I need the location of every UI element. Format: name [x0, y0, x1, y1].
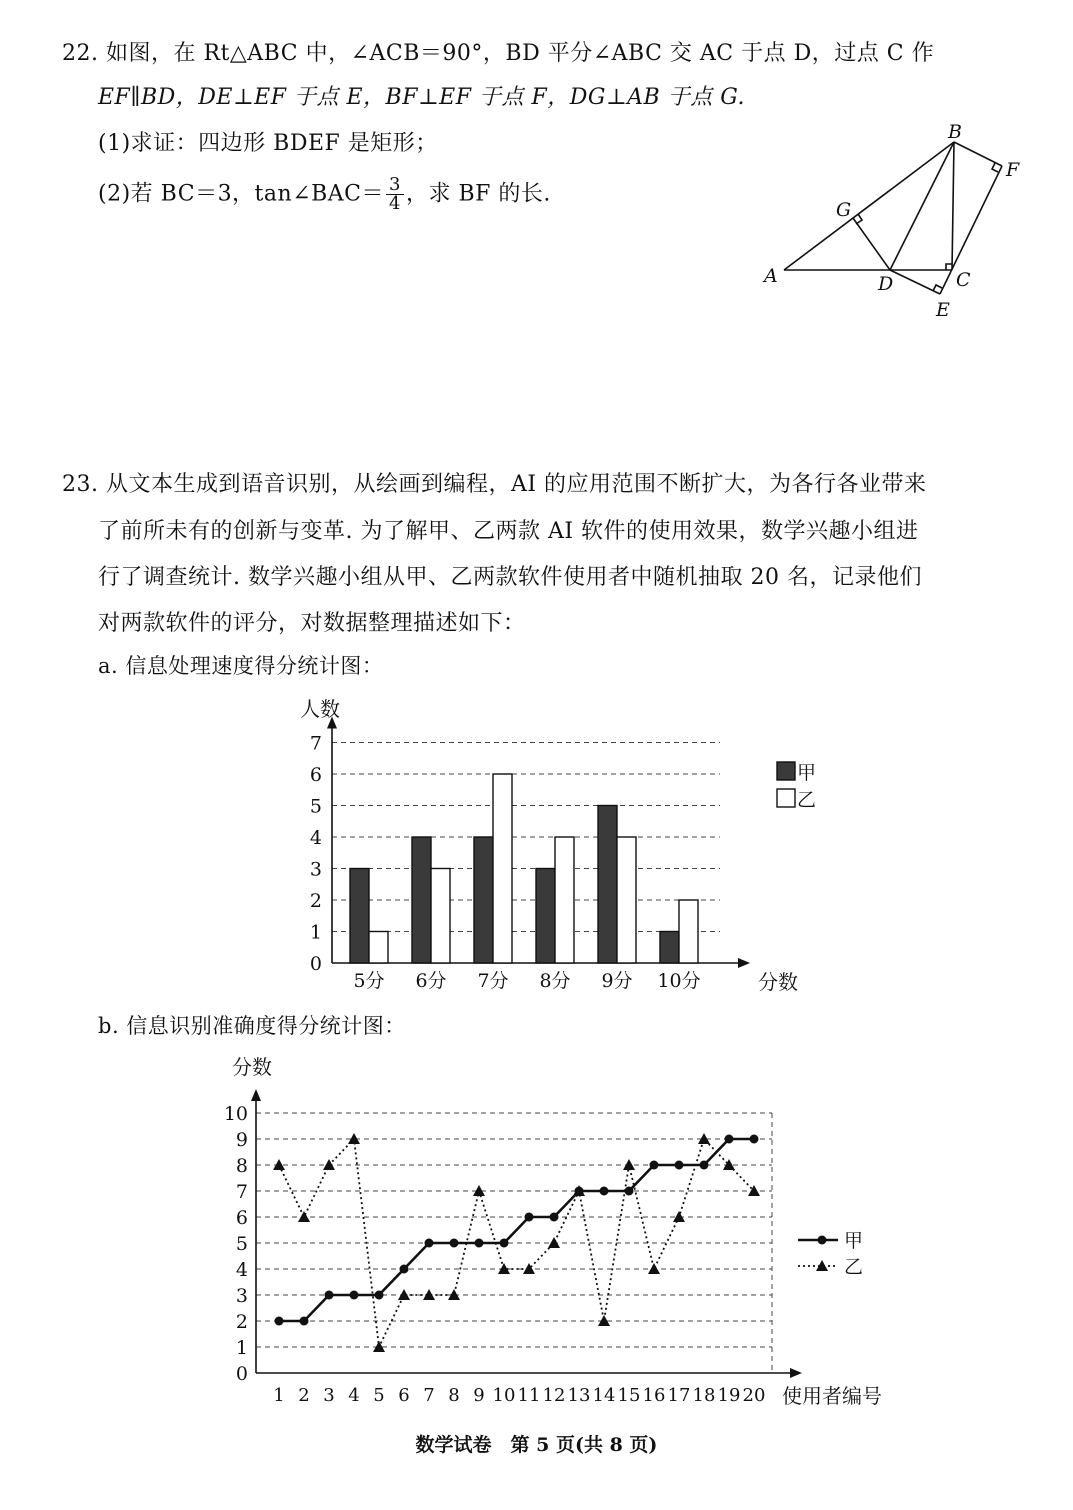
line-legend-yi-marker: [816, 1260, 828, 1271]
line-point-yi: [623, 1159, 635, 1170]
line-ytick-label: 6: [235, 1207, 248, 1229]
line-xtick-label: 19: [717, 1385, 741, 1406]
bar-xtick-label: 6分: [415, 970, 447, 992]
line-point-jia: [275, 1317, 284, 1326]
line-point-jia: [375, 1291, 384, 1300]
line-xtick-label: 5: [373, 1385, 385, 1406]
bar-xtick-label: 5分: [353, 970, 385, 992]
q22-part2-a: (2)若 BC＝3，tan∠BAC＝: [98, 181, 385, 207]
line-point-jia: [425, 1239, 434, 1248]
bar-xlabel: 分数: [758, 970, 798, 994]
bar-yi: [555, 837, 574, 963]
fig-label-E: E: [936, 299, 950, 321]
line-point-jia: [750, 1135, 759, 1144]
line-xtick-label: 18: [692, 1385, 716, 1406]
q22-fraction-den: 4: [389, 193, 401, 214]
line-ytick-label: 3: [235, 1285, 248, 1307]
bar-jia: [598, 806, 617, 964]
line-point-yi: [648, 1263, 660, 1274]
q23-line4: 对两款软件的评分，对数据整理描述如下：: [98, 611, 526, 636]
line-point-jia: [575, 1187, 584, 1196]
bar-legend-label: 甲: [797, 762, 817, 784]
bar-jia: [536, 869, 555, 964]
bar-xtick-label: 7分: [477, 970, 509, 992]
bar-ytick-label: 7: [309, 732, 322, 755]
line-point-jia: [625, 1187, 634, 1196]
line-xtick-label: 13: [567, 1385, 591, 1406]
bar-chart: [290, 690, 830, 1000]
line-ytick-label: 5: [235, 1233, 248, 1255]
line-ytick-label: 2: [235, 1311, 248, 1333]
line-xtick-label: 15: [617, 1385, 641, 1406]
line-point-jia: [725, 1135, 734, 1144]
bar-jia: [412, 837, 431, 963]
q22-figure: [750, 118, 1040, 328]
line-point-jia: [700, 1161, 709, 1170]
q23-line3: 行了调查统计. 数学兴趣小组从甲、乙两款软件使用者中随机抽取 20 名，记录他们: [98, 565, 922, 590]
line-xtick-label: 17: [667, 1385, 691, 1406]
bar-ytick-label: 3: [309, 858, 322, 881]
line-point-jia: [300, 1317, 309, 1326]
bar-jia: [474, 837, 493, 963]
line-point-yi: [298, 1211, 310, 1222]
q23-label-a: a. 信息处理速度得分统计图：: [98, 654, 384, 678]
q22-part1: (1)求证：四边形 BDEF 是矩形；: [98, 131, 438, 156]
line-point-jia: [325, 1291, 334, 1300]
line-point-yi: [398, 1289, 410, 1300]
fig-label-C: C: [956, 269, 971, 291]
line-chart: [220, 1050, 910, 1410]
q22-part2: [98, 176, 551, 213]
q23-label-b: b. 信息识别准确度得分统计图：: [98, 1014, 406, 1038]
line-point-jia: [650, 1161, 659, 1170]
line-xtick-label: 11: [517, 1385, 541, 1406]
bar-ylabel: 人数: [300, 697, 340, 721]
fig-label-D: D: [878, 273, 894, 295]
line-ytick-label: 8: [235, 1155, 248, 1177]
bar-ytick-label: 0: [309, 953, 322, 975]
line-point-jia: [600, 1187, 609, 1196]
fig-label-G: G: [836, 199, 852, 221]
line-xtick-label: 8: [448, 1385, 460, 1406]
line-xtick-label: 2: [298, 1385, 310, 1406]
line-point-jia: [475, 1239, 484, 1248]
bar-ytick-label: 4: [309, 827, 322, 849]
line-xtick-label: 1: [273, 1385, 285, 1406]
bar-yi: [679, 900, 698, 963]
bar-xtick-label: 10分: [657, 970, 701, 992]
bar-jia: [660, 932, 679, 964]
page-footer: 数学试卷 第 5 页(共 8 页): [415, 1434, 658, 1456]
line-point-jia: [450, 1239, 459, 1248]
line-point-yi: [748, 1185, 760, 1196]
bar-legend-swatch: [777, 762, 795, 780]
line-xtick-label: 7: [423, 1385, 435, 1406]
bar-yi: [493, 774, 512, 963]
line-xtick-label: 3: [323, 1385, 335, 1406]
line-y-axis-arrow: [251, 1089, 261, 1101]
q22-line2: EF∥BD，DE⊥EF 于点 E，BF⊥EF 于点 F，DG⊥AB 于点 G.: [98, 85, 745, 110]
line-legend-jia-label: 甲: [844, 1230, 864, 1252]
line-xtick-label: 6: [398, 1385, 410, 1406]
q23-line1: 23. 从文本生成到语音识别，从绘画到编程，AI 的应用范围不断扩大，为各行各业带来: [62, 472, 927, 497]
line-point-yi: [423, 1289, 435, 1300]
line-point-jia: [400, 1265, 409, 1274]
q22-fraction: [386, 176, 404, 213]
line-point-jia: [550, 1213, 559, 1222]
line-ytick-label: 7: [235, 1181, 248, 1203]
line-xtick-label: 20: [742, 1385, 766, 1406]
line-legend-jia-marker: [818, 1236, 827, 1245]
q22-line1: 22. 如图，在 Rt△ABC 中，∠ACB＝90°，BD 平分∠ABC 交 AC 于点 D，过点 C 作: [62, 41, 935, 66]
bar-legend-label: 乙: [797, 789, 817, 811]
bar-yi: [617, 837, 636, 963]
q23-line2: 了前所未有的创新与变革. 为了解甲、乙两款 AI 软件的使用效果，数学兴趣小组进: [98, 519, 919, 544]
fig-label-B: B: [948, 121, 962, 143]
line-ytick-label: 0: [235, 1363, 248, 1385]
line-point-jia: [350, 1291, 359, 1300]
line-legend-yi-label: 乙: [844, 1256, 864, 1278]
fig-label-A: A: [764, 265, 778, 287]
line-xlabel: 使用者编号: [782, 1384, 882, 1408]
line-point-jia: [525, 1213, 534, 1222]
line-xtick-label: 12: [542, 1385, 566, 1406]
line-xtick-label: 14: [592, 1385, 616, 1406]
bar-yi: [431, 869, 450, 964]
bar-xtick-label: 9分: [601, 970, 633, 992]
line-point-jia: [500, 1239, 509, 1248]
line-ylabel: 分数: [232, 1055, 272, 1079]
line-xtick-label: 9: [473, 1385, 485, 1406]
bar-ytick-label: 5: [309, 795, 322, 818]
line-ytick-label: 10: [223, 1103, 248, 1125]
q22-part2-b: ，求 BF 的长.: [405, 181, 551, 207]
line-point-yi: [548, 1237, 560, 1248]
bar-ytick-label: 1: [309, 921, 322, 944]
line-xtick-label: 10: [492, 1385, 516, 1406]
bar-yi: [369, 932, 388, 964]
line-ytick-label: 4: [235, 1259, 248, 1281]
bar-legend-swatch: [777, 789, 795, 807]
fig-label-F: F: [1006, 159, 1020, 181]
bar-ytick-label: 2: [309, 890, 322, 912]
line-ytick-label: 1: [235, 1337, 248, 1359]
line-xtick-label: 4: [348, 1385, 360, 1406]
line-xtick-label: 16: [642, 1385, 666, 1406]
line-point-jia: [675, 1161, 684, 1170]
line-x-axis-arrow: [790, 1368, 802, 1378]
bar-x-axis-arrow: [738, 958, 750, 968]
q22-fraction-num: 3: [386, 176, 404, 195]
bar-xtick-label: 8分: [539, 970, 571, 992]
bar-jia: [350, 869, 369, 964]
bar-ytick-label: 6: [309, 764, 322, 786]
line-point-yi: [523, 1263, 535, 1274]
line-ytick-label: 9: [235, 1129, 248, 1151]
